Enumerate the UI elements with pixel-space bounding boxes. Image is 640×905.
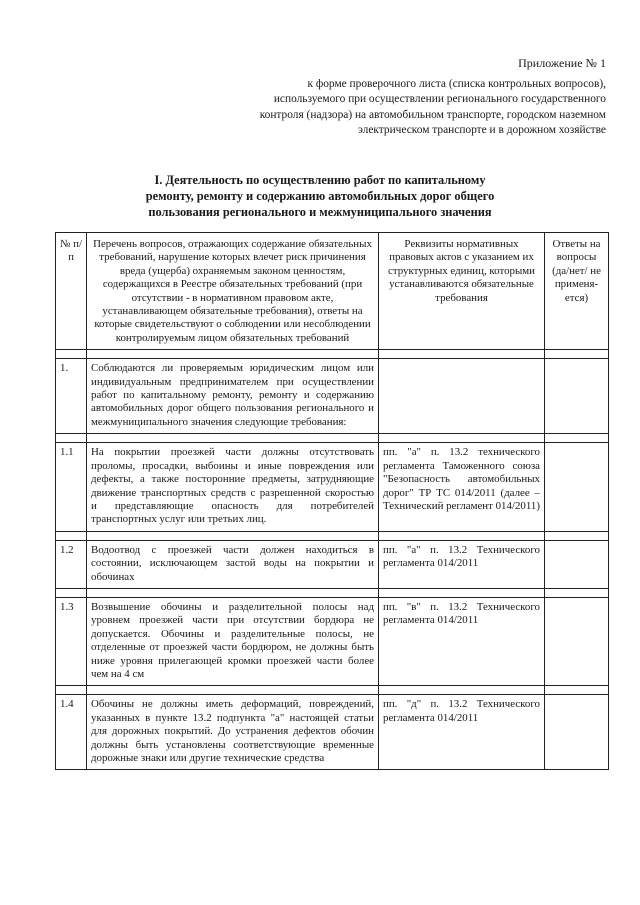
section-title-line: ремонту, ремонту и содержанию автомобильных дорог общего xyxy=(145,189,495,203)
row-num: 1.4 xyxy=(56,695,87,770)
section-title-line: пользования регионального и межмуниципального значения xyxy=(148,205,492,219)
row-question: На покрытии проезжей части должны отсутствовать проломы, просадки, выбоины и иные повреждения или дефекты, а также посторонние предметы, затрудняющие движение транспортных средств с разрешенной скоростью и представляющие опасность для потребителей транспортных услуг или третьих лиц. xyxy=(87,443,379,531)
header-question: Перечень вопросов, отражающих содержание обязательных требований, нарушение которых влечет риск причинения вреда (ущерба) охраняемым законом ценностям, содержащихся в Реестре обязательных требований (при отсутствии - в нормативном правовом акте, устанавливающем обязательные требования), ответы на которые свидетельствуют о соблюдении или несоблюдении контролируемым лицом обязательных требований xyxy=(87,233,379,350)
table-spacer-row xyxy=(56,531,609,540)
appendix-line: электрическом транспорте и в дорожном хозяйстве xyxy=(357,124,606,136)
row-question: Возвышение обочины и разделительной полосы над уровнем проезжей части при отсутствии бордюра не допускается. Обочины и разделительные полосы, не отделенные от проезжей части бордюром, не должны быть ниже уровня прилегающей кромки проезжей части более чем на 4 см xyxy=(87,597,379,685)
row-reference: пп. "а" п. 13.2 технического регламента Таможенного союза "Безопасность автомобильных дорог" ТР ТС 014/2011 (далее – Технический регламент 014/2011) xyxy=(379,443,545,531)
table-row xyxy=(56,359,609,434)
table-spacer-row xyxy=(56,434,609,443)
row-answer-cell[interactable] xyxy=(545,695,609,770)
appendix-header xyxy=(166,56,606,139)
row-answer-cell[interactable] xyxy=(545,597,609,685)
table-row xyxy=(56,540,609,588)
table-row xyxy=(56,597,609,685)
requirements-table xyxy=(55,232,609,770)
header-reference: Реквизиты нормативных правовых актов с указанием их структурных единиц, которыми устанавливаются обязательные требования xyxy=(379,233,545,350)
row-num: 1. xyxy=(56,359,87,434)
appendix-number: Приложение № 1 xyxy=(518,56,606,70)
row-question: Водоотвод с проезжей части должен находиться в состоянии, исключающем застой воды на покрытии и обочинах xyxy=(87,540,379,588)
row-question: Обочины не должны иметь деформаций, повреждений, указанных в пункте 13.2 подпункта "а" настоящей статьи для дорожных покрытий. До устранения дефектов обочин должны быть установлены соответствующие временные дорожные знаки или другие технические средства xyxy=(87,695,379,770)
row-answer-cell[interactable] xyxy=(545,359,609,434)
appendix-line: контроля (надзора) на автомобильном транспорте, городском наземном xyxy=(259,108,606,121)
appendix-line: к форме проверочного листа (списка контрольных вопросов), xyxy=(307,77,606,90)
row-reference: пп. "в" п. 13.2 Технического регламента 014/2011 xyxy=(379,597,545,685)
table-row xyxy=(56,695,609,770)
row-answer-cell[interactable] xyxy=(545,540,609,588)
section-title xyxy=(70,172,570,220)
row-answer-cell[interactable] xyxy=(545,443,609,531)
table-spacer-row xyxy=(56,588,609,597)
row-num: 1.2 xyxy=(56,540,87,588)
section-title-line: I. Деятельность по осуществлению работ по капитальному xyxy=(154,173,486,187)
row-reference: пп. "д" п. 13.2 Технического регламента 014/2011 xyxy=(379,695,545,770)
table-row xyxy=(56,443,609,531)
row-question: Соблюдаются ли проверяемым юридическим лицом или индивидуальным предпринимателем при осуществлении работ по капитальному ремонту, ремонту и содержанию автомобильных дорог общего пользования регионального и межмуниципального значения следующие требования: xyxy=(87,359,379,434)
table-spacer-row xyxy=(56,350,609,359)
header-num: № п/п xyxy=(56,233,87,350)
table-spacer-row xyxy=(56,686,609,695)
header-answer: Ответы на вопросы (да/нет/ не применя-ется) xyxy=(545,233,609,350)
row-reference: пп. "а" п. 13.2 Технического регламента 014/2011 xyxy=(379,540,545,588)
row-num: 1.1 xyxy=(56,443,87,531)
table-header-row xyxy=(56,233,609,350)
row-reference xyxy=(379,359,545,434)
row-num: 1.3 xyxy=(56,597,87,685)
appendix-line: используемого при осуществлении регионального государственного xyxy=(273,93,606,105)
